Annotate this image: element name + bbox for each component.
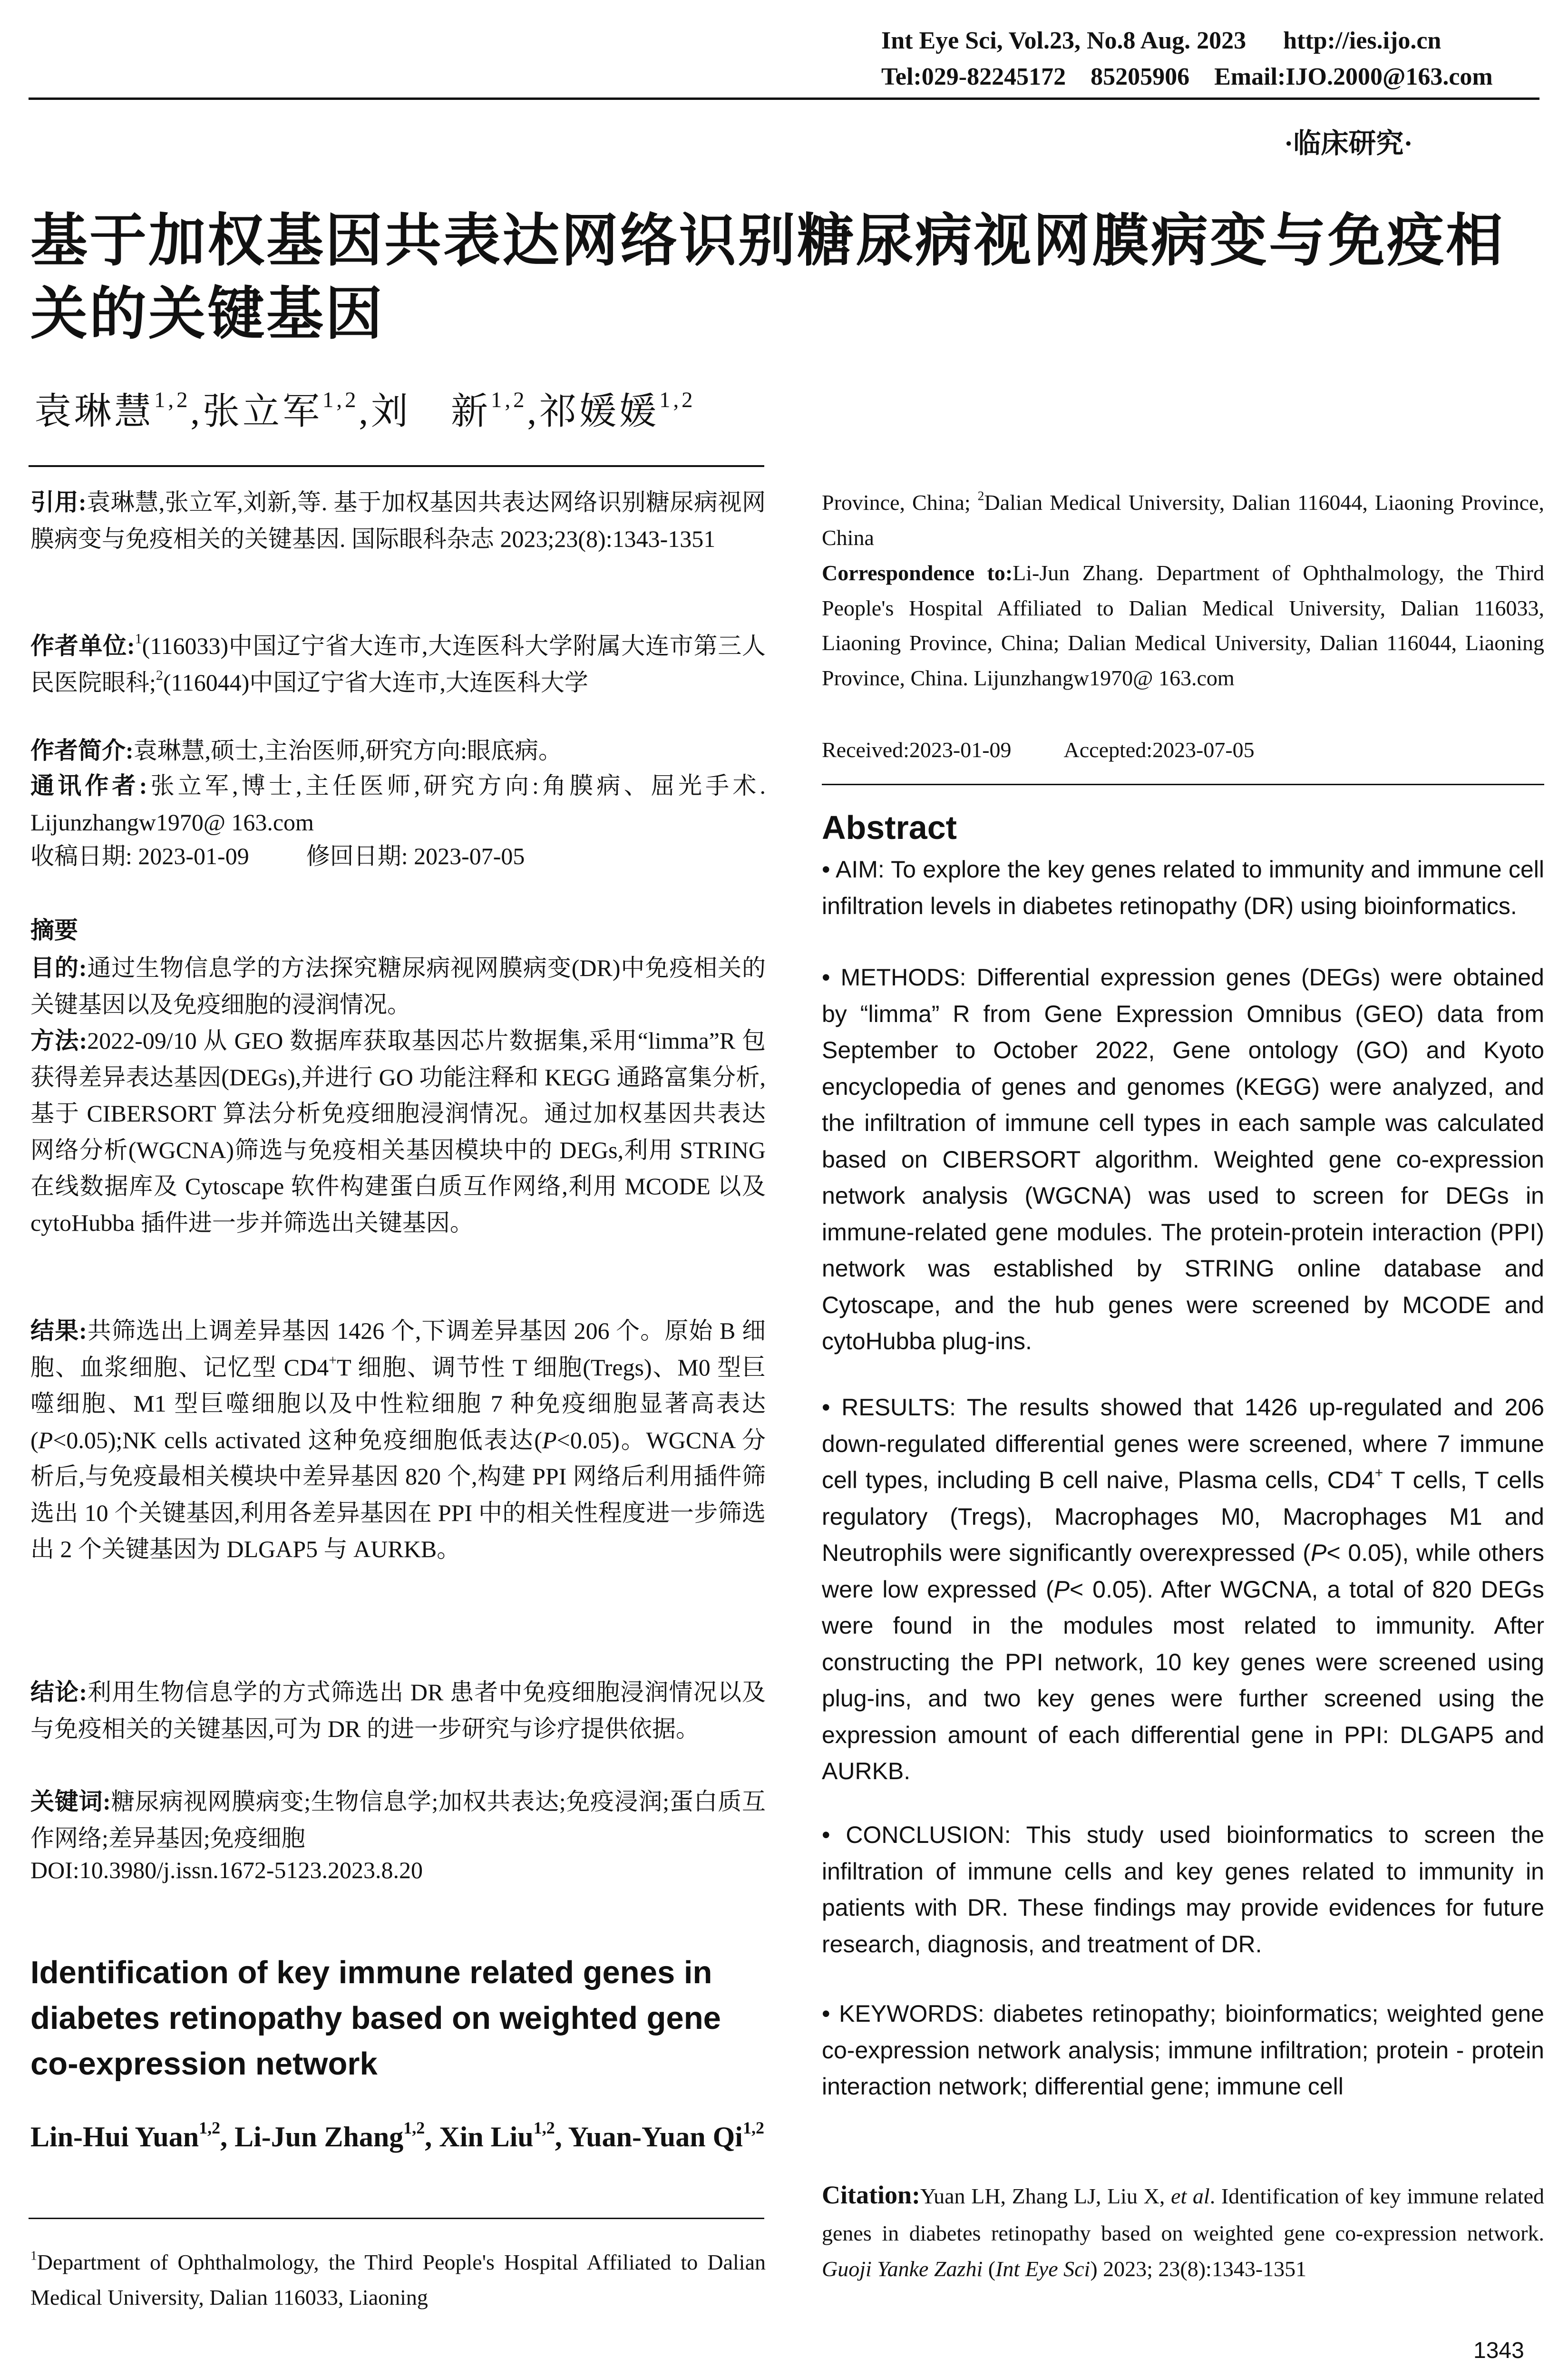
revised-date-cn: 修回日期: 2023-07-05 [306, 843, 525, 869]
affiliation-en-continued: Province, China; $^2$Dalian Medical University, Dalian 116044, Liaoning Province, China [822, 488, 1544, 550]
correspondence-en: Correspondence to:Li-Jun Zhang. Department of Ophthalmology, the Third People's Hospital Affiliated to Dalian Medical University, Dalian 116033, Liaoning Province, China; Dalian Medical University, Dalian 116044, Liaoning Province, China. Lijunzhangw1970@ 163.com [822, 561, 1544, 690]
keywords-cn: 关键词:糖尿病视网膜病变;生物信息学;加权共表达;免疫浸润;蛋白质互作网络;差异基因;免疫细胞 [30, 1788, 766, 1851]
authors-en: Lin-Hui Yuan$^{1,2}$, Li-Jun Zhang$^{1,2}$, Xin Liu$^{1,2}$, Yuan-Yuan Qi$^{1,2}$ [30, 2118, 764, 2153]
dates-cn [30, 838, 766, 875]
header-rule [29, 97, 1539, 100]
abstract-methods-cn: 方法:2022-09/10 从 GEO 数据库获取基因芯片数据集,采用“limma”R 包获得差异表达基因(DEGs),并进行 GO 功能注释和 KEGG 通路富集分析,基于 CIBERSORT 算法分析免疫细胞浸润情况。通过加权基因共表达网络分析(WGCNA)筛选与免疫相关基因模块中的 DEGs,利用 STRING 在线数据库及 Cytoscape 软件构建蛋白质互作网络,利用 MCODE 以及 cytoHubba 插件进一步并筛选出关键基因。 [30, 1027, 766, 1236]
citation-cn: 引用:袁琳慧,张立军,刘新,等. 基于加权基因共表达网络识别糖尿病视网膜病变与免疫相关的关键基因. 国际眼科杂志 2023;23(8):1343-1351 [30, 489, 766, 552]
correspondence-cn: 通讯作者:张立军,博士,主任医师,研究方向:角膜病、屈光手术. Lijunzhangw1970@ 163.com [30, 772, 766, 836]
author-en-4: Yuan-Yuan Qi [568, 2121, 743, 2153]
received-date-en: Received:2023-01-09 [822, 738, 1012, 762]
journal-header-info: Int Eye Sci, Vol.23, No.8 Aug. 2023 http://ies.ijo.cn [881, 27, 1441, 54]
author-en-3: Xin Liu [439, 2121, 534, 2153]
section-label: ·临床研究· [1284, 128, 1413, 159]
citation-en: Citation:Yuan LH, Zhang LJ, Liu X, et al. Identification of key immune related genes in diabetes retinopathy based on weighted gene co-expression network. Guoji Yanke Zazhi (Int Eye Sci) 2023; 23(8):1343-1351 [822, 2181, 1544, 2281]
abstract-results-en: • RESULTS: The results showed that 1426 up-regulated and 206 down-regulated differential genes were screened, where 7 immune cell types, including B cell naive, Plasma cells, CD4+ T cells, T cells regulatory (Tregs), Macrophages M0, Macrophages M1 and Neutrophils were significantly overexpressed (P< 0.05), while others were low expressed (P< 0.05). After WGCNA, a total of 820 DEGs were found in the modules most related to immunity. After constructing the PPI network, 10 key genes were screened using plug-ins, and two key genes were further screened using the expression amount of each differential gene in PPI: DLGAP5 and AURKB. [822, 1394, 1544, 1784]
accepted-date-en: Accepted:2023-07-05 [1063, 738, 1255, 762]
author-bio-cn: 作者简介:袁琳慧,硕士,主治医师,研究方向:眼底病。 [30, 737, 563, 764]
author-cn-4: 祁媛媛 [539, 390, 660, 432]
abstract-heading-en: Abstract [822, 809, 957, 846]
abstract-aim-en: • AIM: To explore the key genes related to immunity and immune cell infiltration levels in diabetes retinopathy (DR) using bioinformatics. [822, 856, 1544, 919]
keywords-en: • KEYWORDS: diabetes retinopathy; bioinformatics; weighted gene co-expression network analysis; immune infiltration; protein - protein interaction network; differential gene; immune cell [822, 2000, 1544, 2100]
authors-cn: 袁琳慧$^{1,2}$,张立军$^{1,2}$,刘 新$^{1,2}$,祁媛媛$^{1,2}$ [34, 387, 696, 432]
author-en-1: Lin-Hui Yuan [30, 2121, 199, 2153]
received-date-cn: 收稿日期: 2023-01-09 [30, 843, 249, 869]
abstract-heading-cn: 摘要 [30, 917, 78, 944]
page-number: 1343 [1473, 2338, 1524, 2363]
abstract-methods-en: • METHODS: Differential expression genes (DEGs) were obtained by “limma” R from Gene Expression Omnibus (GEO) data from September to October 2022, Gene ontology (GO) and Kyoto encyclopedia of genes and genomes (KEGG) were analyzed, and the infiltration of immune cell types in each sample was calculated based on CIBERSORT algorithm. Weighted gene co-expression network analysis (WGCNA) was used to screen for DEGs in immune-related gene modules. The protein-protein interaction (PPI) network was established by STRING online database and Cytoscape, and the hub genes were screened by MCODE and cytoHubba plug-ins. [822, 964, 1544, 1354]
abstract-rule [822, 784, 1544, 785]
abstract-aim-cn: 目的:通过生物信息学的方法探究糖尿病视网膜病变(DR)中免疫相关的关键基因以及免疫细胞的浸润情况。 [30, 955, 766, 1018]
affiliation-en: $^1$Department of Ophthalmology, the Third People's Hospital Affiliated to Dalian Medical University, Dalian 116033, Liaoning [30, 2248, 766, 2309]
journal-contact-info: Tel:029-82245172 85205906 Email:IJO.2000@163.com [881, 63, 1493, 90]
dates-en [822, 732, 1544, 768]
author-cn-1: 袁琳慧 [34, 390, 155, 432]
author-cn-2: 张立军 [203, 390, 323, 432]
abstract-results-cn: 结果:共筛选出上调差异基因 1426 个,下调差异基因 206 个。原始 B 细胞、血浆细胞、记忆型 CD4+T 细胞、调节性 T 细胞(Tregs)、M0 型巨噬细胞、M1 型巨噬细胞以及中性粒细胞 7 种免疫细胞显著高表达(P<0.05);NK cells activated 这种免疫细胞低表达(P<0.05)。WGCNA 分析后,与免疫最相关模块中差异基因 820 个,构建 PPI 网络后利用插件筛选出 10 个关键基因,利用各差异基因在 PPI 中的相关性程度进一步筛选出 2 个关键基因为 DLGAP5 与 AURKB。 [30, 1317, 766, 1562]
section-rule [29, 465, 764, 467]
footnote-rule [29, 2218, 764, 2219]
affiliation-cn: 作者单位:$^1$(116033)中国辽宁省大连市,大连医科大学附属大连市第三人民医院眼科;$^2$(116044)中国辽宁省大连市,大连医科大学 [30, 631, 766, 696]
article-title-en: Identification of key immune related genes in diabetes retinopathy based on weighted gene co-expression network [30, 1955, 721, 2082]
author-cn-3: 刘 新 [371, 390, 491, 432]
abstract-conclusion-en: • CONCLUSION: This study used bioinformatics to screen the infiltration of immune cells and key genes related to immunity in patients with DR. These findings may provide evidences for future research, diagnosis, and treatment of DR. [822, 1822, 1544, 1958]
abstract-conclusion-cn: 结论:利用生物信息学的方式筛选出 DR 患者中免疫细胞浸润情况以及与免疫相关的关键基因,可为 DR 的进一步研究与诊疗提供依据。 [30, 1679, 766, 1742]
doi: DOI:10.3980/j.issn.1672-5123.2023.8.20 [30, 1857, 423, 1883]
article-title-cn: 基于加权基因共表达网络识别糖尿病视网膜病变与免疫相关的关键基因 [30, 208, 1505, 347]
author-en-2: Li-Jun Zhang [234, 2121, 404, 2153]
